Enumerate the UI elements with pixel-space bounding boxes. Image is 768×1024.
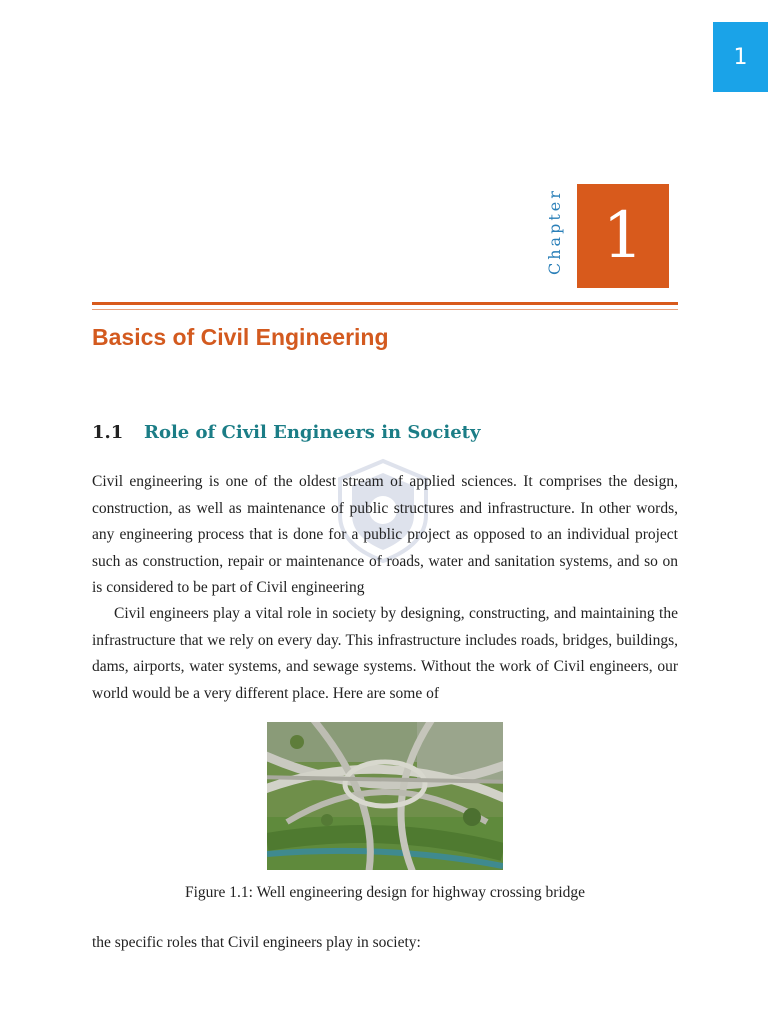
section-heading [92, 422, 480, 443]
paragraph-continuation: the specific roles that Civil engineers play in society: [92, 934, 421, 951]
page-number-tab: 1 [713, 22, 768, 92]
figure-caption: Figure 1.1: Well engineering design for highway crossing bridge [184, 884, 586, 901]
section-number: 1.1 [92, 422, 124, 443]
chapter-label: Chapter [545, 188, 564, 276]
header-rule-thin [92, 309, 678, 310]
paragraph-intro: Civil engineering is one of the oldest stream of applied sciences. It comprises the design, construction, as well as maintenance of public structures and infrastructure. In other words, any engineering process that is done for a public project as opposed to an individual project such as construction, repair or maintenance of roads, water and sanitation systems, and so on is considered to be part of Civil engineering [92, 473, 678, 596]
chapter-number-box: 1 [577, 184, 669, 288]
section-title: Role of Civil Engineers in Society [144, 422, 481, 443]
highway-interchange-image [267, 722, 503, 870]
header-rule [92, 302, 678, 305]
paragraph-roles: Civil engineers play a vital role in society by designing, constructing, and maintaining the infrastructure that we rely on every day. This infrastructure includes roads, bridges, buildings, dams, airports, water systems, and sewage systems. Without the work of Civil engineers, our world would be a very different place. Here are some of [92, 605, 678, 702]
chapter-title: Basics of Civil Engineering [92, 324, 389, 350]
